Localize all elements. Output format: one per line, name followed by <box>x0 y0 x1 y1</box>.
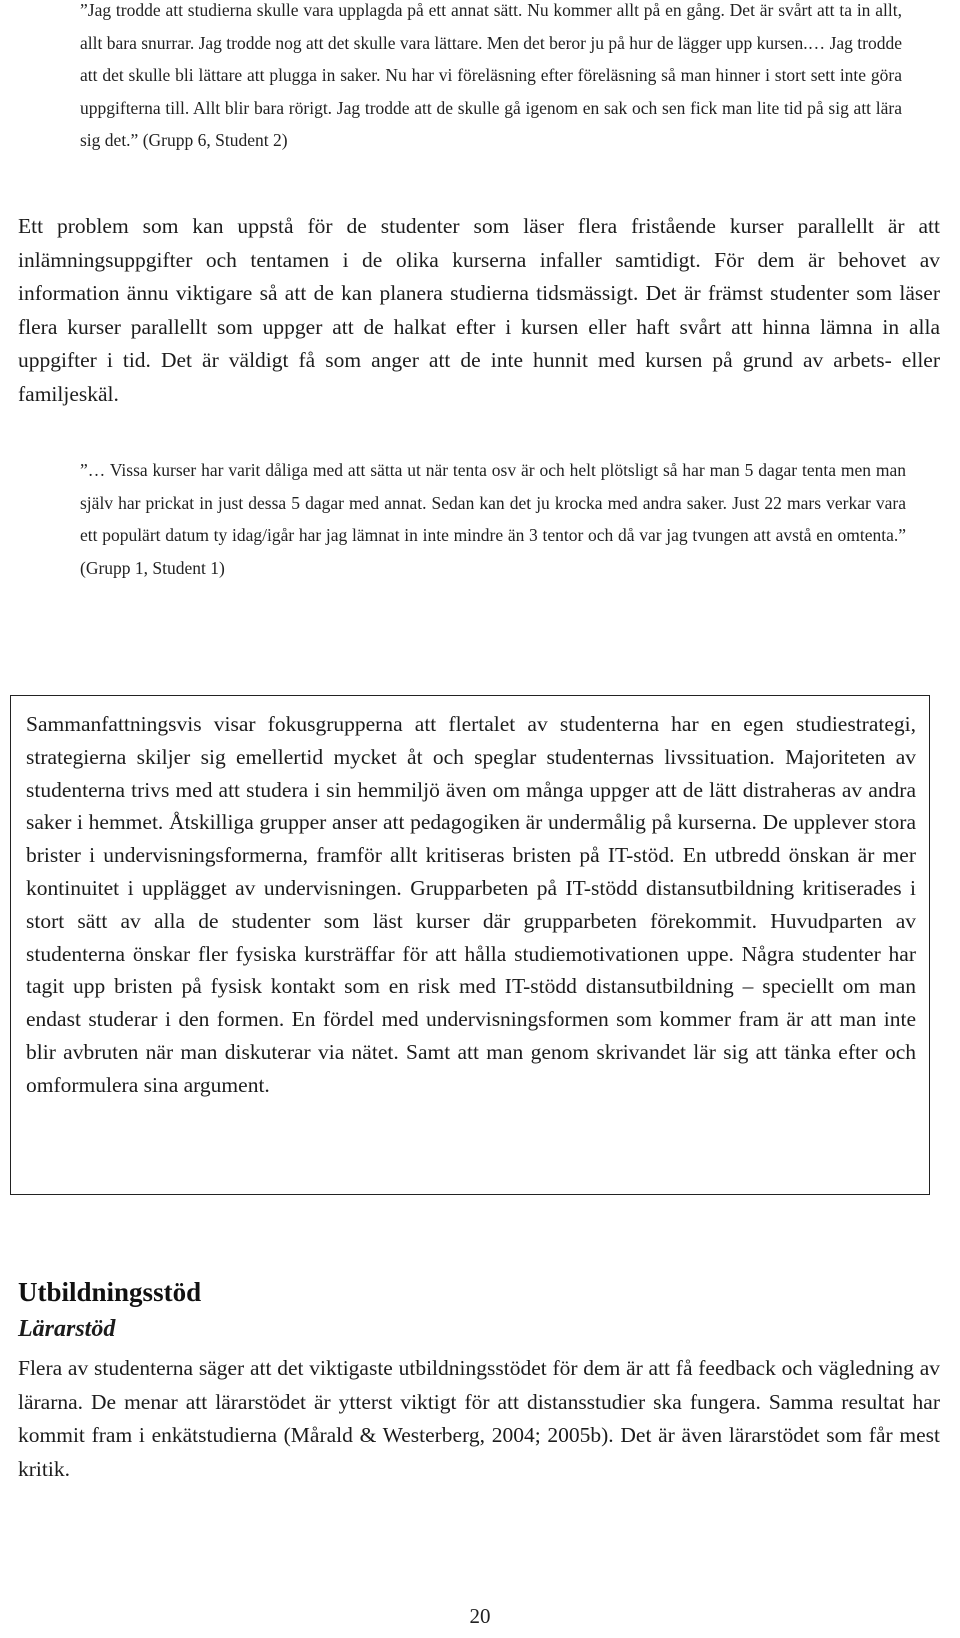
summary-box <box>10 695 930 1195</box>
section-heading: Utbildningsstöd <box>18 1277 202 1307</box>
section-subheading: Lärarstöd <box>18 1316 116 1342</box>
page-number: 20 <box>469 1604 491 1628</box>
body-paragraph-2: Flera av studenterna säger att det viktigaste utbildningsstödet för dem är att få feedback och vägledning av lärarna. De menar att lärarstödet är ytterst viktigt för att distansstudier ska fungera. Samma resultat har kommit fram i enkätstudierna (Mårald & Westerberg, 2004; 2005b). Det är även lärarstödet som får mest kritik. <box>18 1356 940 1481</box>
summary-text: Sammanfattningsvis visar fokusgrupperna att flertalet av studenterna har en egen studiestrategi, strategierna skiljer sig emellertid mycket åt och speglar studenternas livssituation. Majoriteten av studenterna trivs med att studera i sin hemmiljö även om många uppger att de lätt distraheras av andra saker i hemmet. Åtskilliga grupper anser att pedagogiken är undermålig på kurserna. De upplever stora brister i undervisningsformerna, framför allt kritiseras bristen på IT-stöd. En utbredd önskan är mer kontinuitet i upplägget av undervisningen. Grupparbeten på IT-stödd distansutbildning kritiserades i stort sätt av alla de studenter som läst kurser där grupparbeten förekommit. Huvudparten av studenterna önskar fler fysiska kursträffar för att hålla studiemotivationen uppe. Några studenter har tagit upp bristen på fysisk kontakt som en risk med IT-stödd distansutbildning – speciellt om man endast studerar i den formen. En fördel med undervisningsformen som kommer fram är att man inte blir avbruten när man diskuterar via nätet. Samt att man genom skrivandet lär sig att tänka efter och omformulera sina argument. <box>26 712 916 1097</box>
student-quote-2 <box>80 454 906 584</box>
student-quote-2-text: ”… Vissa kurser har varit dåliga med att sätta ut när tenta osv är och helt plötsligt så har man 5 dagar tenta men man själv har prickat in just dessa 5 dagar med annat. Sedan kan det ju krocka med andra saker. Just 22 mars verkar vara ett populärt datum ty idag/igår har jag lämnat in inte mindre än 3 tentor och då var jag tvungen att avstå en omtenta.” (Grupp 1, Student 1) <box>80 460 906 578</box>
body-paragraph-1: Ett problem som kan uppstå för de studenter som läser flera fristående kurser parallellt är att inlämningsuppgifter och tentamen i de olika kurserna infaller samtidigt. För dem är behovet av information ännu viktigare så att de kan planera studierna tidsmässigt. Det är främst studenter som läser flera kurser parallellt som uppger att de halkat efter i kursen eller haft svårt att hinna lämna in alla uppgifter i tid. Det är väldigt få som anger att de inte hunnit med kursen på grund av arbets- eller familjeskäl. <box>18 214 940 406</box>
student-quote-1-text: ”Jag trodde att studierna skulle vara upplagda på ett annat sätt. Nu kommer allt på en gång. Det är svårt att ta in allt, allt bara snurrar. Jag trodde nog att det skulle vara lättare. Men det beror ju på hur de lägger upp kursen.… Jag trodde att det skulle bli lättare att plugga in saker. Nu har vi föreläsning efter föreläsning så man hinner i stort sett inte göra uppgifterna till. Allt blir bara rörigt. Jag trodde att de skulle gå igenom en sak och sen fick man lite tid på sig att lära sig det.” (Grupp 6, Student 2) <box>80 0 902 151</box>
student-quote-1 <box>80 0 902 157</box>
